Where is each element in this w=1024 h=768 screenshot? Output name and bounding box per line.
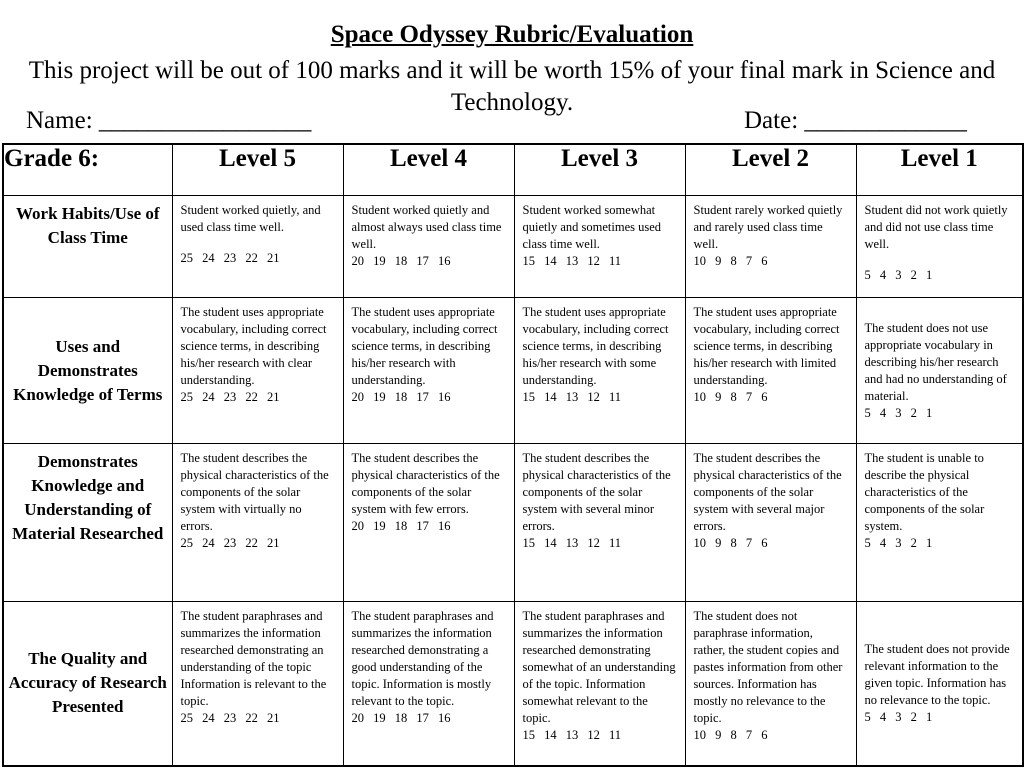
rubric-cell	[172, 602, 343, 766]
page-subtitle: This project will be out of 100 marks and it will be worth 15% of your final mark in Science and Technology.	[28, 57, 996, 116]
cell-scores: 25 24 23 22 21	[180, 251, 280, 265]
cell-scores: 25 24 23 22 21	[180, 711, 280, 725]
rubric-cell	[172, 196, 343, 298]
cell-scores: 5 4 3 2 1	[864, 268, 933, 282]
cell-scores: 5 4 3 2 1	[864, 536, 933, 550]
cell-scores: 20 19 18 17 16	[351, 254, 451, 268]
rubric-cell	[514, 298, 685, 444]
rubric-cell	[343, 444, 514, 602]
cell-description: The student uses appropriate vocabulary, including correct science terms, in describing his/her research with limited understanding.	[693, 305, 840, 387]
rubric-cell	[856, 298, 1023, 444]
rubric-cell	[685, 444, 856, 602]
cell-description: The student is unable to describe the physical characteristics of the components of the solar system.	[864, 451, 985, 533]
cell-description: The student does not paraphrase information, rather, the student copies and pastes information from other sources. Information has mostly no relevance to the topic.	[693, 609, 843, 725]
rubric-cell	[685, 298, 856, 444]
cell-description: Student worked somewhat quietly and sometimes used class time well.	[522, 203, 662, 251]
grade-header: Grade 6:	[3, 144, 172, 196]
cell-description: The student paraphrases and summarizes the information researched demonstrating somewhat of an understanding of the topic. Information somewhat relevant to the topic.	[522, 609, 676, 725]
rubric-cell	[172, 444, 343, 602]
cell-description: The student describes the physical characteristics of the components of the solar system with several major errors.	[693, 451, 842, 533]
rubric-cell	[514, 196, 685, 298]
cell-scores: 20 19 18 17 16	[351, 390, 451, 404]
rubric-cell	[856, 444, 1023, 602]
cell-scores: 15 14 13 12 11	[522, 254, 622, 268]
cell-scores: 5 4 3 2 1	[864, 709, 933, 724]
criterion-cell: Demonstrates Knowledge and Understanding of Material Researched	[3, 444, 172, 602]
rubric-cell	[172, 298, 343, 444]
cell-description: Student did not work quietly and did not use class time well.	[864, 203, 1008, 251]
cell-description: The student does not provide relevant information to the given topic. Information has no relevance to the topic.	[864, 641, 1010, 707]
date-field-label: Date: _____________	[744, 107, 967, 134]
cell-description: The student does not use appropriate vocabulary in describing his/her research and had no understanding of material.	[864, 320, 1007, 403]
rubric-cell	[343, 298, 514, 444]
table-header-row	[3, 144, 1023, 196]
name-field-label: Name: _________________	[26, 107, 312, 134]
cell-description: The student paraphrases and summarizes the information researched demonstrating a good understanding of the topic. Information is mostly relevant to the topic.	[351, 609, 494, 708]
level-2-header: Level 2	[685, 144, 856, 196]
cell-scores: 10 9 8 7 6	[693, 728, 768, 742]
cell-description: Student worked quietly and almost always used class time well.	[351, 203, 502, 251]
cell-description: The student describes the physical characteristics of the components of the solar system with several minor errors.	[522, 451, 671, 533]
rubric-cell	[685, 196, 856, 298]
table-row	[3, 298, 1023, 444]
criterion-cell: Work Habits/Use of Class Time	[3, 196, 172, 298]
rubric-cell	[856, 196, 1023, 298]
cell-scores: 15 14 13 12 11	[522, 728, 622, 742]
cell-scores: 10 9 8 7 6	[693, 390, 768, 404]
table-row	[3, 196, 1023, 298]
cell-scores: 10 9 8 7 6	[693, 254, 768, 268]
criterion-cell: The Quality and Accuracy of Research Presented	[3, 602, 172, 766]
rubric-cell	[856, 602, 1023, 766]
cell-description: Student rarely worked quietly and rarely used class time well.	[693, 203, 843, 251]
rubric-cell	[343, 196, 514, 298]
cell-description: The student paraphrases and summarizes the information researched demonstrating an understanding of the topic Information is relevant to the topic.	[180, 609, 327, 708]
cell-scores: 20 19 18 17 16	[351, 519, 451, 533]
cell-description: The student uses appropriate vocabulary, including correct science terms, in describing his/her research with clear understanding.	[180, 305, 327, 387]
cell-description: The student uses appropriate vocabulary, including correct science terms, in describing his/her research with understanding.	[351, 305, 498, 387]
page-title: Space Odyssey Rubric/Evaluation	[330, 21, 694, 48]
cell-description: The student describes the physical characteristics of the components of the solar system with few errors.	[351, 451, 500, 516]
cell-scores: 15 14 13 12 11	[522, 390, 622, 404]
criterion-cell: Uses and Demonstrates Knowledge of Terms	[3, 298, 172, 444]
level-3-header: Level 3	[514, 144, 685, 196]
cell-scores: 5 4 3 2 1	[864, 405, 933, 420]
level-5-header: Level 5	[172, 144, 343, 196]
cell-scores: 25 24 23 22 21	[180, 390, 280, 404]
table-row	[3, 602, 1023, 766]
cell-description: The student describes the physical characteristics of the components of the solar system with virtually no errors.	[180, 451, 329, 533]
rubric-cell	[343, 602, 514, 766]
cell-scores: 20 19 18 17 16	[351, 711, 451, 725]
cell-description: Student worked quietly, and used class time well.	[180, 203, 321, 234]
table-row	[3, 444, 1023, 602]
rubric-cell	[685, 602, 856, 766]
level-1-header: Level 1	[856, 144, 1023, 196]
cell-scores: 25 24 23 22 21	[180, 536, 280, 550]
rubric-cell	[514, 602, 685, 766]
rubric-cell	[514, 444, 685, 602]
cell-scores: 15 14 13 12 11	[522, 536, 622, 550]
cell-scores: 10 9 8 7 6	[693, 536, 768, 550]
cell-description: The student uses appropriate vocabulary, including correct science terms, in describing his/her research with some understanding.	[522, 305, 669, 387]
rubric-table	[2, 143, 1024, 767]
level-4-header: Level 4	[343, 144, 514, 196]
